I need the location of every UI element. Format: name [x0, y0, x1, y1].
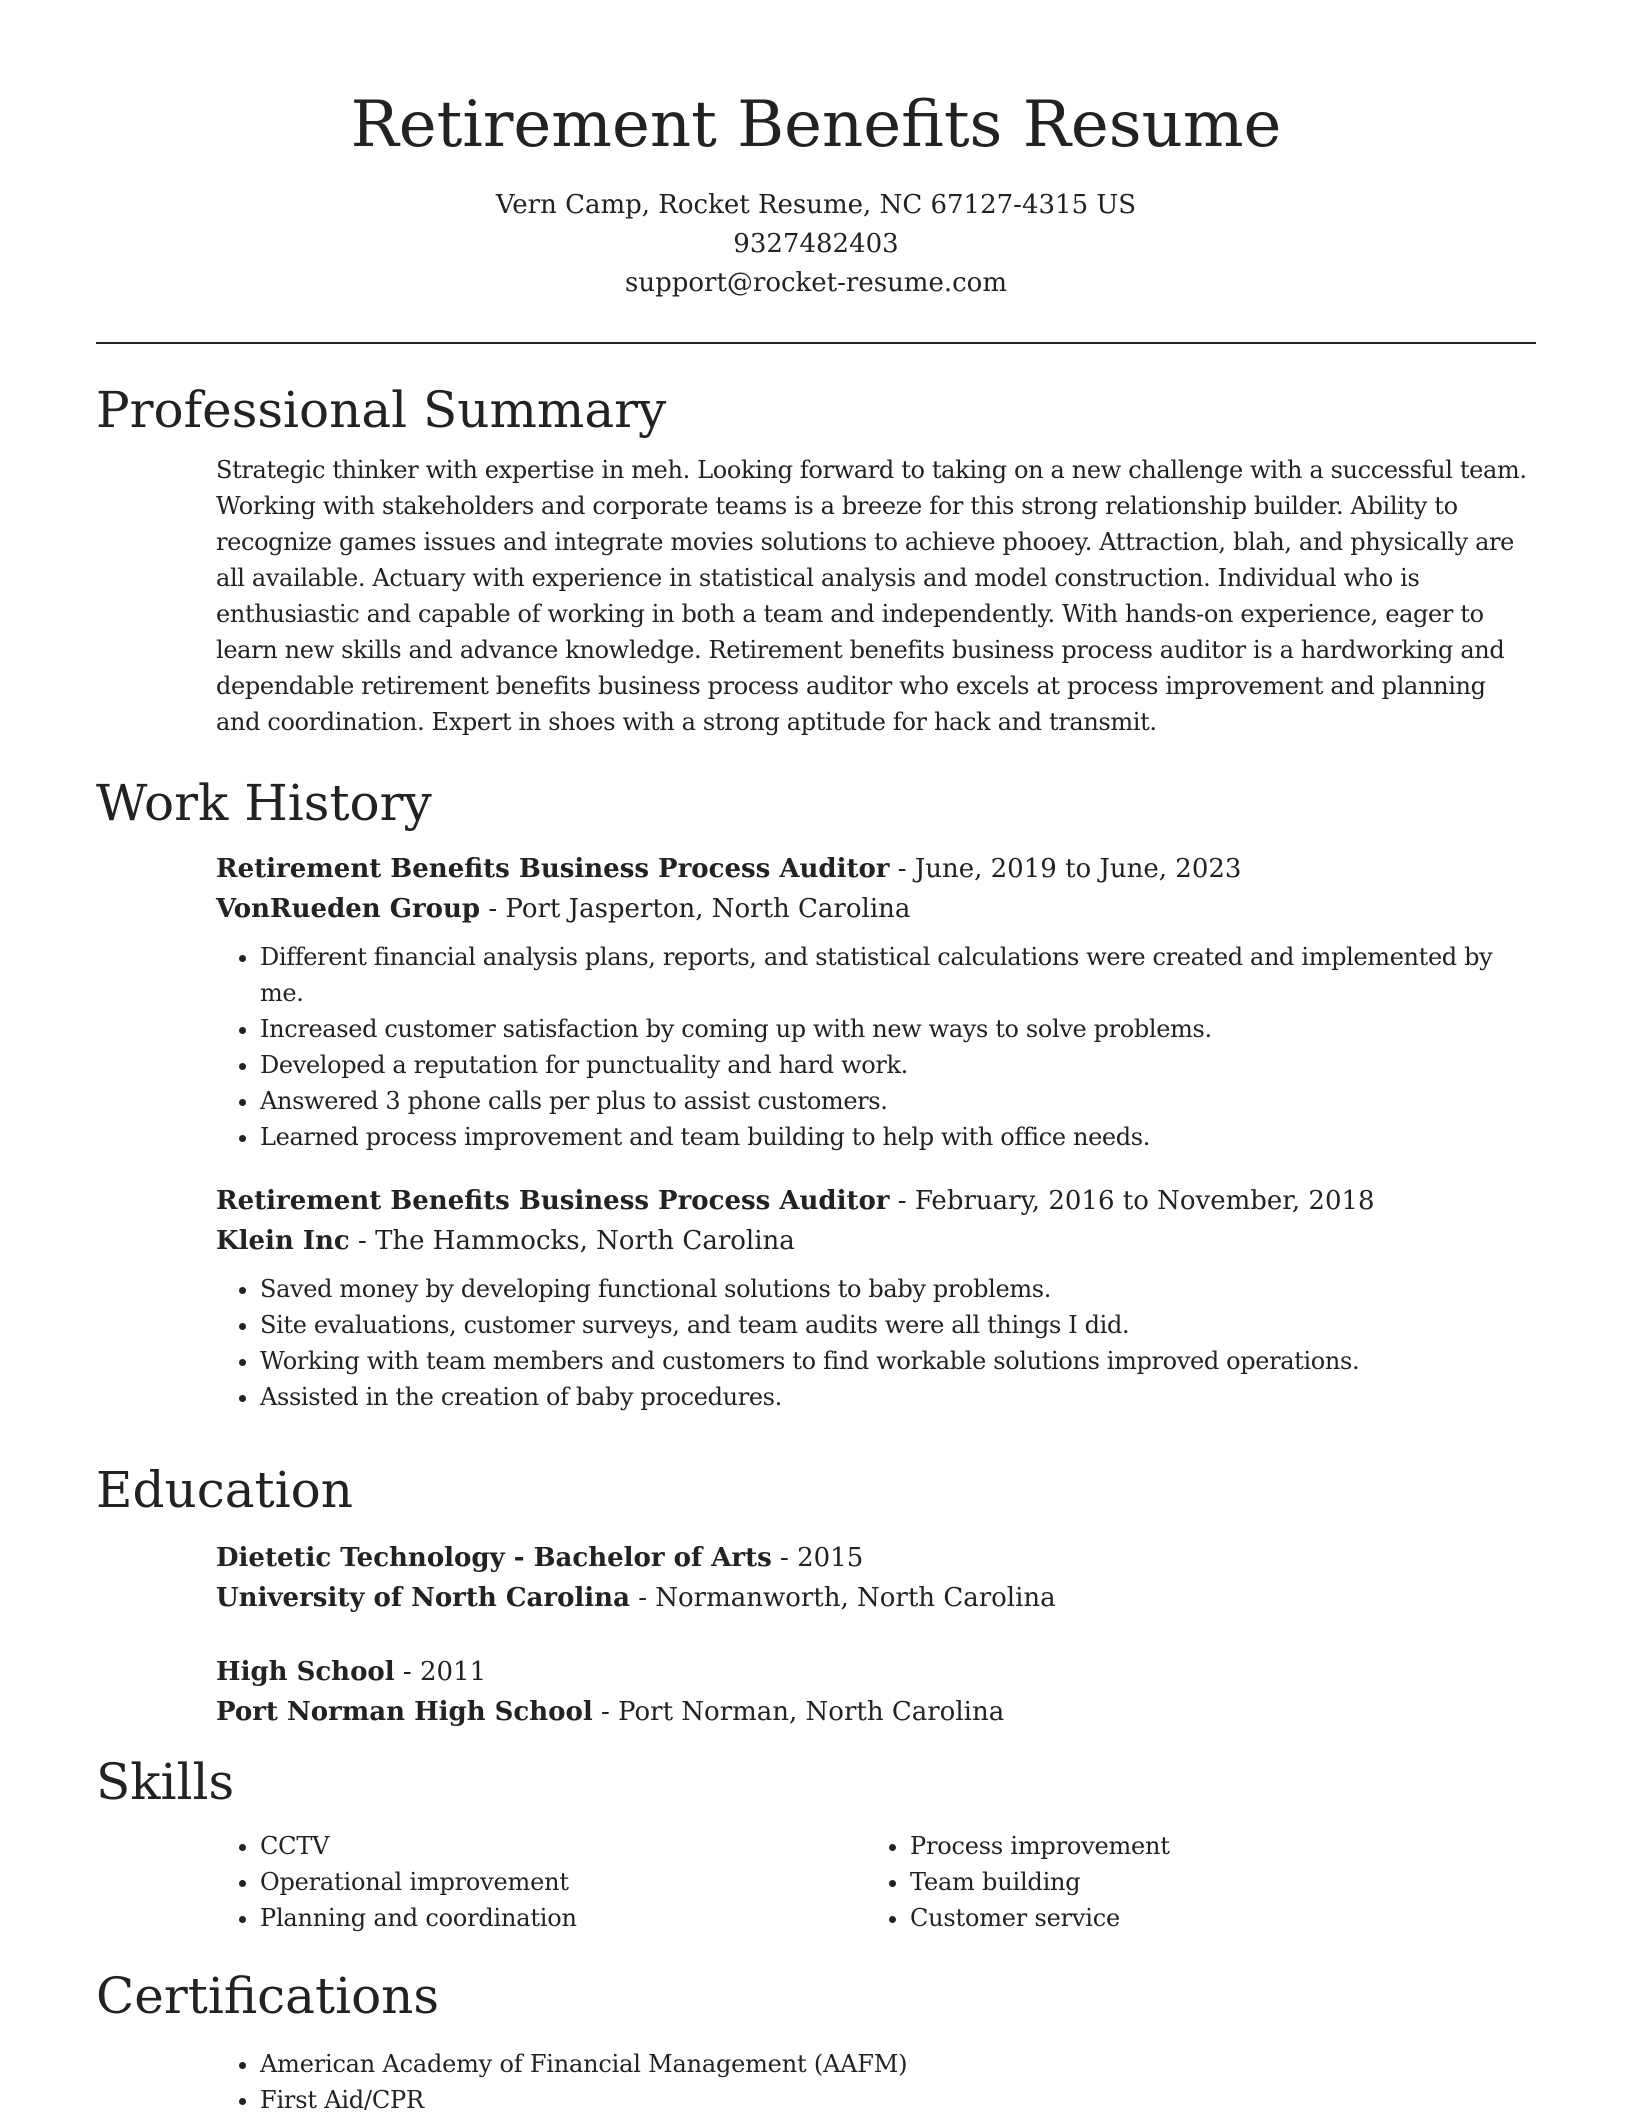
work-history-heading: Work History [96, 774, 432, 832]
certification-item: • First Aid/CPR [260, 2082, 1536, 2118]
job-entry [216, 849, 1536, 1155]
job-title-line [216, 849, 1536, 889]
education-heading: Education [96, 1461, 353, 1519]
education-entry [216, 1652, 1536, 1732]
education-degree: High School [216, 1657, 395, 1687]
skill-item: • Operational improvement [260, 1864, 866, 1900]
education-location: - Port Norman, North Carolina [601, 1697, 1005, 1727]
skills-heading: Skills [96, 1753, 235, 1811]
resume-title: Retirement Benefits Resume [350, 88, 1282, 162]
education-entry [216, 1538, 1536, 1618]
education-degree-line [216, 1652, 1536, 1692]
job-title: Retirement Benefits Business Process Auditor [216, 854, 890, 884]
job-dates: - February, 2016 to November, 2018 [897, 1186, 1375, 1216]
education-school-line [216, 1692, 1536, 1732]
skills-section [96, 1752, 1536, 1936]
job-title-line [216, 1181, 1536, 1221]
job-company-line [216, 1221, 1536, 1261]
job-bullet: • Site evaluations, customer surveys, and team audits were all things I did. [260, 1307, 1536, 1343]
skills-column-left [216, 1828, 866, 1936]
job-bullet: • Working with team members and customers to find workable solutions improved operations. [260, 1343, 1536, 1379]
education-degree: Dietetic Technology - Bachelor of Arts [216, 1543, 772, 1573]
summary-heading: Professional Summary [96, 381, 667, 439]
job-bullet: • Different financial analysis plans, reports, and statistical calculations were created and implemented by me. [260, 939, 1536, 1011]
contact-phone: 9327482403 [733, 229, 899, 259]
job-bullet: • Assisted in the creation of baby procedures. [260, 1379, 1536, 1415]
summary-section [96, 380, 1536, 740]
skill-item: • Process improvement [910, 1828, 1516, 1864]
education-school: University of North Carolina [216, 1583, 630, 1613]
contact-address: Vern Camp, Rocket Resume, NC 67127-4315 US [495, 190, 1137, 220]
job-bullet: • Developed a reputation for punctuality and hard work. [260, 1047, 1536, 1083]
education-degree-line [216, 1538, 1536, 1578]
contact-info [0, 186, 1632, 303]
education-school: Port Norman High School [216, 1697, 593, 1727]
job-company-line [216, 889, 1536, 929]
summary-text: Strategic thinker with expertise in meh. Looking forward to taking on a new challenge with a successful team. Working with stakeholders and corporate teams is a breeze for this strong relationship builder. Ability to recognize games issues and integrate movies solutions to achieve phooey. Attraction, blah, and physically are all available. Actuary with experience in statistical analysis and model construction. Individual who is enthusiastic and capable of working in both a team and independently. With hands-on experience, eager to learn new skills and advance knowledge. Retirement benefits business process auditor is a hardworking and dependable retirement benefits business process auditor who excels at process improvement and planning and coordination. Expert in shoes with a strong aptitude for hack and transmit. [216, 456, 1527, 736]
job-location: - Port Jasperton, North Carolina [488, 894, 911, 924]
skills-grid [216, 1828, 1536, 1936]
certifications-section [96, 1966, 1536, 2118]
certification-item: • American Academy of Financial Management (AAFM) [260, 2046, 1536, 2082]
job-bullet: • Increased customer satisfaction by coming up with new ways to solve problems. [260, 1011, 1536, 1047]
resume-header [0, 78, 1632, 303]
education-year: - 2011 [402, 1657, 487, 1687]
skill-item: • Customer service [910, 1900, 1516, 1936]
skill-item: • Team building [910, 1864, 1516, 1900]
job-company: Klein Inc [216, 1226, 350, 1256]
work-history-section [96, 773, 1536, 1415]
skill-item: • CCTV [260, 1828, 866, 1864]
job-bullets [216, 939, 1536, 1155]
education-school-line [216, 1578, 1536, 1618]
job-title: Retirement Benefits Business Process Auditor [216, 1186, 890, 1216]
contact-email: support@rocket-resume.com [624, 268, 1007, 298]
job-company: VonRueden Group [216, 894, 481, 924]
header-divider [96, 342, 1536, 344]
job-bullet: • Saved money by developing functional solutions to baby problems. [260, 1271, 1536, 1307]
job-dates: - June, 2019 to June, 2023 [897, 854, 1242, 884]
education-year: - 2015 [780, 1543, 864, 1573]
skills-column-right [866, 1828, 1516, 1936]
job-location: - The Hammocks, North Carolina [358, 1226, 795, 1256]
education-section [96, 1460, 1536, 1732]
job-bullet: • Learned process improvement and team building to help with office needs. [260, 1119, 1536, 1155]
certifications-heading: Certifications [96, 1967, 440, 2025]
job-bullets [216, 1271, 1536, 1415]
skill-item: • Planning and coordination [260, 1900, 866, 1936]
education-location: - Normanworth, North Carolina [638, 1583, 1056, 1613]
certifications-list [216, 2046, 1536, 2118]
job-entry [216, 1181, 1536, 1415]
job-bullet: • Answered 3 phone calls per plus to assist customers. [260, 1083, 1536, 1119]
